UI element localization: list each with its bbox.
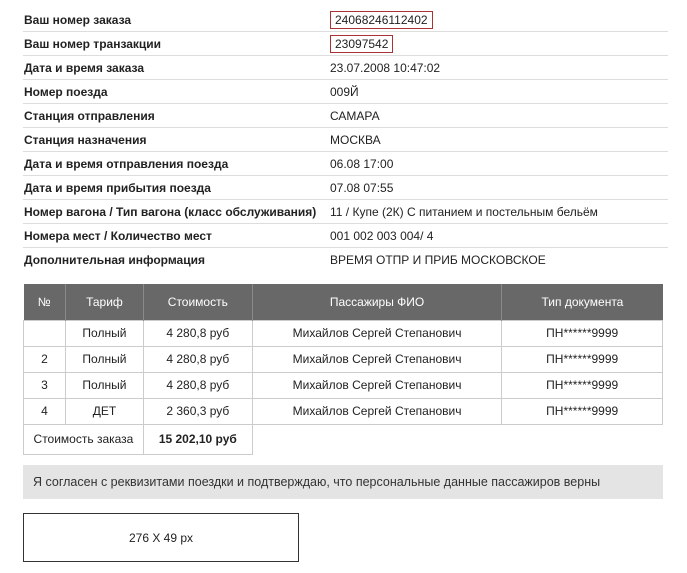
passengers-table [23,284,663,455]
table-row [24,398,663,424]
col-header-cost: Стоимость [143,284,252,320]
cell-cost: 4 280,8 руб [143,346,252,372]
cell-name: Михайлов Сергей Степанович [252,398,502,424]
cell-name: Михайлов Сергей Степанович [252,372,502,398]
info-label: Дата и время прибытия поезда [24,180,211,195]
placeholder-text: 276 X 49 px [128,530,194,545]
order-number-row [23,8,668,32]
cell-name: Михайлов Сергей Степанович [252,320,502,346]
col-header-tariff: Тариф [65,284,143,320]
transaction-number-value: 23097542 [330,35,393,53]
arrival-station-row [23,128,668,152]
total-value: 15 202,10 руб [143,424,252,454]
info-value: ВРЕМЯ ОТПР И ПРИБ МОСКОВСКОЕ [330,253,546,267]
cell-num [24,320,66,346]
transaction-number-row [23,32,668,56]
departure-station-row [23,104,668,128]
cell-cost: 4 280,8 руб [143,320,252,346]
info-value: 001 002 003 004/ 4 [330,228,434,243]
cell-doc: ПН******9999 [502,372,663,398]
total-empty [252,424,662,454]
cell-num: 4 [24,398,66,424]
cell-tariff: Полный [65,320,143,346]
info-value: 07.08 07:55 [330,180,394,195]
info-label: Ваш номер транзакции [24,36,162,51]
info-label: Ваш номер заказа [24,12,132,27]
info-label: Номера мест / Количество мест [24,228,212,243]
cell-num: 3 [24,372,66,398]
info-label: Дата и время заказа [24,60,145,75]
departure-datetime-row [23,152,668,176]
col-header-name: Пассажиры ФИО [252,284,502,320]
info-value: 23.07.2008 10:47:02 [330,60,441,75]
info-label: Дата и время отправления поезда [24,156,229,171]
cell-num: 2 [24,346,66,372]
order-datetime-row [23,56,668,80]
table-row [24,346,663,372]
total-label: Стоимость заказа [24,424,144,454]
cell-cost: 4 280,8 руб [143,372,252,398]
consent-text: Я согласен с реквизитами поездки и подтверждаю, что персональные данные пассажиров верны [33,475,601,489]
cell-doc: ПН******9999 [502,398,663,424]
info-label: Номер вагона / Тип вагона (класс обслуживания) [24,204,317,219]
info-value: 009Й [330,84,359,99]
additional-info-row [23,248,668,272]
info-label: Дополнительная информация [24,253,205,267]
order-info [23,8,668,272]
cell-tariff: Полный [65,372,143,398]
train-number-row [23,80,668,104]
seats-row [23,224,668,248]
banner-placeholder [23,513,299,562]
info-value: САМАРА [330,108,380,123]
info-label: Станция назначения [24,132,147,147]
cell-doc: ПН******9999 [502,346,663,372]
cell-tariff: ДЕТ [65,398,143,424]
car-type-row [23,200,668,224]
arrival-datetime-row [23,176,668,200]
info-value: 11 / Купе (2К) С питанием и постельным бельём [330,204,598,219]
info-label: Станция отправления [24,108,155,123]
info-value: 06.08 17:00 [330,156,394,171]
consent-bar [23,465,663,499]
cell-cost: 2 360,3 руб [143,398,252,424]
cell-doc: ПН******9999 [502,320,663,346]
total-row [24,424,663,454]
info-value: МОСКВА [330,132,381,147]
order-number-value: 24068246112402 [330,11,433,29]
table-row [24,372,663,398]
col-header-doc: Тип документа [502,284,663,320]
cell-tariff: Полный [65,346,143,372]
table-row [24,320,663,346]
table-header-row [24,284,663,320]
col-header-num: № [24,284,66,320]
cell-name: Михайлов Сергей Степанович [252,346,502,372]
info-label: Номер поезда [24,84,108,99]
